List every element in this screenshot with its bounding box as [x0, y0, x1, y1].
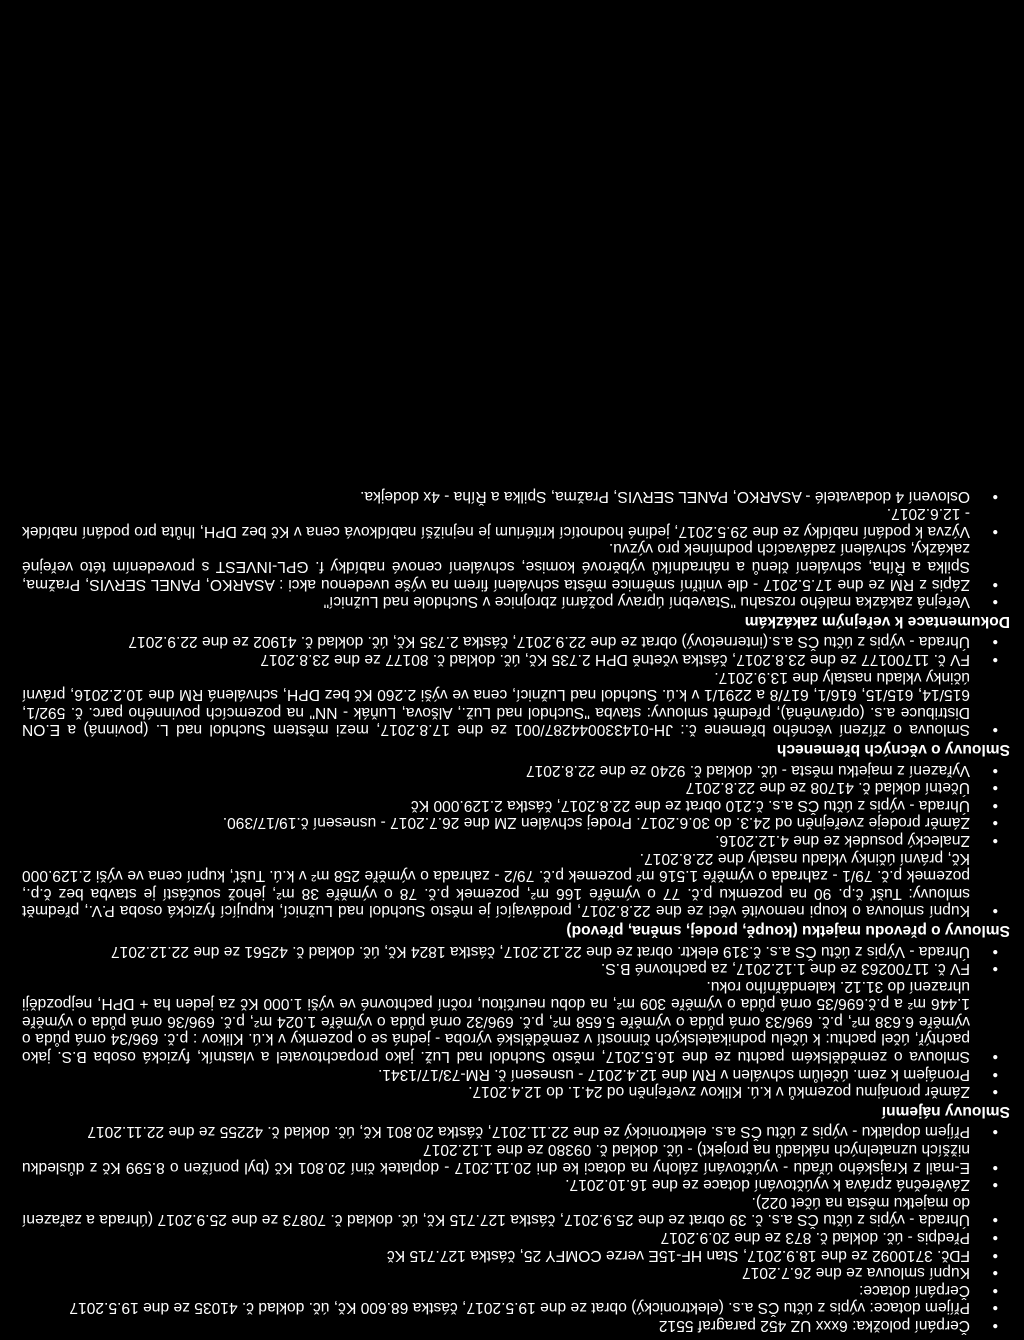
section-heading: Dokumentace k veřejným zakázkám [744, 612, 1010, 630]
bullet-list [22, 761, 1010, 919]
list-item: • Výzva k podání nabídky ze dne 29.5.2017, jediné hodnotící kritérium je nejnižší nabídková cena v Kč bez DPH, lhůta pro podání nabídek - 12.6.2017. [22, 505, 1010, 540]
section-prevod-majetku [22, 761, 1010, 939]
list-item: • Čerpání položka: 6xxx UZ 452 paragraf 5512 [22, 1316, 1010, 1334]
list-item: • Smlouva o zřízení věcného břemene č.: JH-014330044287/001 ze dne 17.8.2017, mezi městem Suchdol nad L. (povinná) a E.ON Distribuce a.s. (oprávněná), předmět smlouvy: stavba "Suchdol nad Luž., Alšova, Luňák - NN" na pozemcích povinného parc. č. 592/1, 615/14, 615/15, 616/1, 617/8 a 2291/1 v k.ú. Suchdol nad Lužnicí, cena ve výši 2.260 Kč bez DPH, schválená RM dne 10.2.2016, právní účinky vkladu nastaly dne 13.9.2017. [22, 668, 1010, 738]
list-item: • Závěrečná zpráva k vyúčtování dotace ze dne 16.10.2017. [22, 1176, 1010, 1194]
list-item: • FV č. 11700177 ze dne 23.8.2017, částka včetně DPH 2.735 Kč, úč. doklad č. 80177 ze dne 23.8.2017 [22, 650, 1010, 668]
list-item: • Účetní doklad č. 41708 ze dne 22.8.2017 [22, 779, 1010, 797]
section-verejne-zakazky [22, 487, 1010, 630]
bullet-list [22, 1123, 1010, 1334]
list-item: • Čerpání dotace: [22, 1281, 1010, 1299]
list-item: • Příjem doplatku - výpis z účtu ČS a.s. elektronický ze dne 22.11.2017, částka 20.801 Kč, úč. doklad č. 42255 ze dne 22.11.2017 [22, 1123, 1010, 1141]
list-item: • Kupní smlouva ze dne 26.7.2017 [22, 1264, 1010, 1282]
list-item: • E-mail z Krajského úřadu - vyúčtování zálohy na dotaci ke dni 20.11.2017 - doplatek činí 20.801 Kč (byl ponížen o 8.599 Kč z důsledku nižších uznatelných nákladů na projekt) - úč. doklad č. 09380 ze dne 1.12.2017 [22, 1140, 1010, 1175]
list-item: • FDč. 3710092 ze dne 18.9.2017, Stan HF-15E verze COMFY 25, částka 127.715 Kč [22, 1246, 1010, 1264]
section-heading: Smlouvy o věcných břemenech [776, 741, 1010, 758]
list-item: • Záměr prodeje zveřejněn od 24.3. do 30.6.2017. Prodej schválen ZM dne 26.7.2017 - usnesení č.19/17/390. [22, 814, 1010, 832]
bullet-list [22, 633, 1010, 739]
list-item: • Pronájem k zem. účelům schválen v RM dne 12.4.2017 - usnesení č. RM-73/17/1341. [22, 1065, 1010, 1083]
list-item: • Úhrada - výpis z účtu ČS a.s. č.210 obrat ze dne 22.8.2017, částka 2.129.000 Kč [22, 796, 1010, 814]
list-item: • Oslovení 4 dodavatelé - ASARKO, PANEL SERVIS, Pražma, Spilka a Říha - 4x dodejka. [22, 487, 1010, 505]
section-najemni [22, 942, 1010, 1120]
section-heading: Smlouvy nájemní [881, 1102, 1010, 1120]
list-item: • Úhrada - výpis z účtu ČS a.s.(internetový) obrat ze dne 22.9.2017, částka 2.735 Kč, úč. doklad č. 41902 ze dne 22.9.2017 [22, 633, 1010, 651]
list-item: • Záměr pronájmu pozemků v k.ú. Klikov zveřejněn od 24.1. do 12.4.2017. [22, 1083, 1010, 1101]
bullet-list [22, 487, 1010, 610]
bullet-list [22, 942, 1010, 1100]
section-dotace [22, 1123, 1010, 1334]
section-vecna-bremena [22, 633, 1010, 758]
list-item: • Vyřazení z majetku města - úč. doklad č. 9240 ze dne 22.8.2017 [22, 761, 1010, 779]
section-heading: Smlouvy o převodu majetku (koupě, prodej, směna, převod) [566, 921, 1010, 939]
list-item: • Kupní smlouva o koupi nemovité věci ze dne 22.8.2017, prodávající je město Suchdol nad Lužnicí, kupující fyzická osoba P.V., předmět smlouvy: Tušť č.p. 90 na pozemku p.č. 77 o výměře 166 m², pozemek p.č. 78 o výměře 38 m², jehož součástí je stavba bez č.p., pozemek p.č. 79/1 - zahrada o výměře 1.516 m² pozemek p.č. 79/2 - zahrada o výměře 258 m² v k.ú. Tušť, kupní cena ve výši 2.129.000 Kč, právní účinky vkladu nastaly dne 22.8.2017. [22, 849, 1010, 919]
list-item: • FV č. 11700263 ze dne 1.12.2017, za pachtovné B.S. [22, 960, 1010, 978]
list-item: • Smlouva o zemědělském pachtu ze dne 16.5.2017, město Suchdol nad Luž. jako propachtovatel a vlastník, fyzická osoba B.S. jako pachtýř, účel pachtu: k účelu podnikatelských činností v zemědělské výroba - jedná se o pozemky v k.ú. Klikov : p.č. 696/34 orná půda o výměře 6.638 m², p.č. 696/33 orná půda o výměře 5.658 m², p.č. 696/32 orná půda o výměře 1.024 m², p.č. 696/36 orná půda o výměře 1.446 m² a p.č.696/35 orná půda o výměře 309 m², na dobu neurčitou, roční pachtovné ve výši 1.000 Kč za jeden ha + DPH, nejpozději uhrazení do 31.12. kalendářního roku. [22, 977, 1010, 1065]
list-item: • Příjem dotace: výpis z účtu ČS a.s. (elektronický) obrat ze dne 19.5.2017, částka 68.600 Kč, úč. doklad č. 41035 ze dne 19.5.2017 [22, 1299, 1010, 1317]
list-item: • Zápis z RM ze dne 17.5.2017 - dle vnitřní směrnice města schválení firem na výše uvedenou akci : ASARKO, PANEL SERVIS, Pražma, Spilka a Říha, schválení členů a náhradníků výběrové komise, schválení cenové nabídky f. GPL-INVEST s provedením této veřejné zakázky, schválení zadávacích podmínek pro výzvu. [22, 540, 1010, 593]
list-item: • Znalecký posudek ze dne 4.12.2016. [22, 831, 1010, 849]
list-item: • Úhrada - Výpis z účtu ČS a.s. č.319 elektr. obrat ze dne 22.12.2017, částka 1824 Kč, úč. doklad č. 42561 ze dne 22.12.2017 [22, 942, 1010, 960]
list-item: • Úhrada - výpis z účtu ČS a.s. č. 39 obrat ze dne 25.9.2017, částka 127.715 Kč, úč. doklad č. 70873 ze dne 25.9.2017 (úhrada a zařazení do majetku města na účet 022). [22, 1193, 1010, 1228]
list-item: • Veřejná zakázka malého rozsahu "Stavební úpravy požární zbrojnice v Suchdole nad Lužnicí" [22, 593, 1010, 611]
list-item: • Předpis - úč. doklad č. 873 ze dne 20.9.2017 [22, 1228, 1010, 1246]
